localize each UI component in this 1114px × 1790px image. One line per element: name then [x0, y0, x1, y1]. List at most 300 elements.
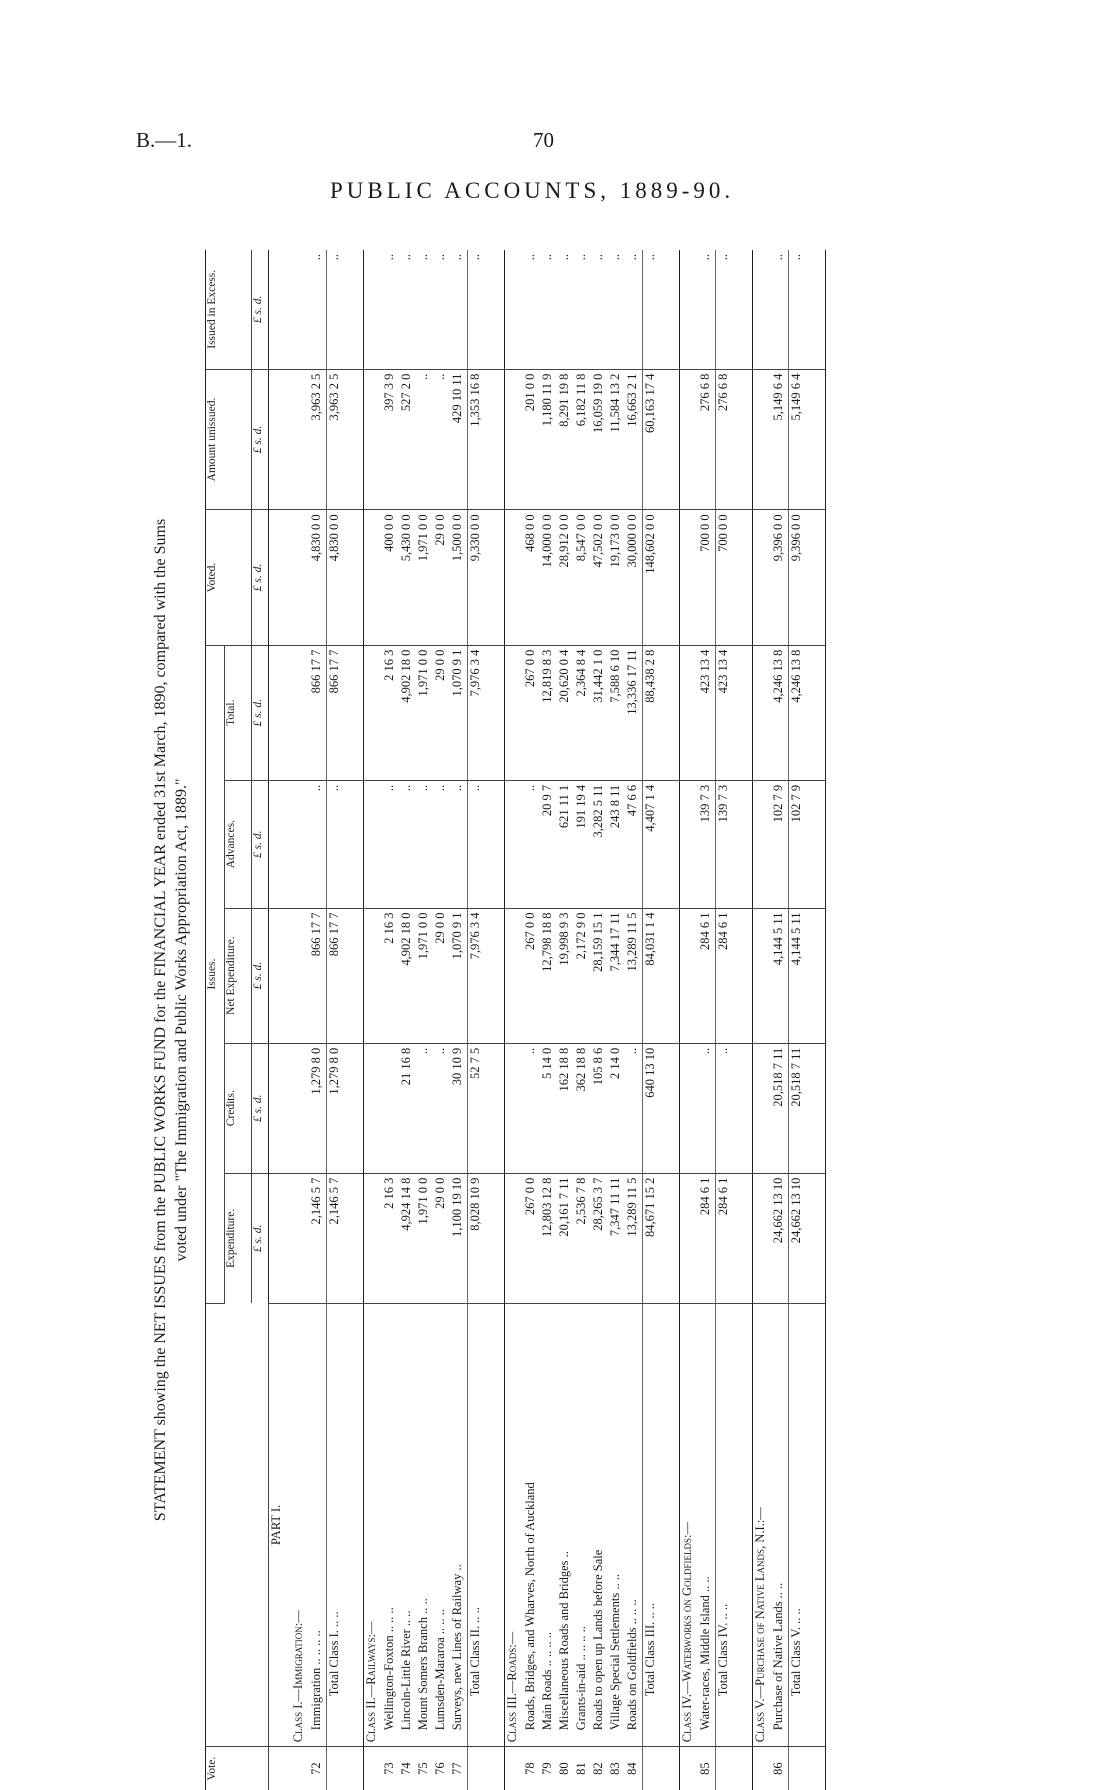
separator-cell	[349, 250, 364, 369]
empty-cell	[753, 780, 772, 908]
vote-number: 83	[608, 1762, 622, 1775]
credits-value: 162 18 8	[557, 1043, 574, 1173]
excess-value: ..	[540, 250, 557, 369]
excess-value: ..	[698, 250, 716, 369]
advances-value: 3,282 5 11	[591, 780, 608, 908]
class-title: Class V.—Purchase of Native Lands, N.I.:—	[753, 1303, 772, 1747]
total-total: 866 17 7	[327, 645, 350, 780]
total-value: 7,588 6 10	[608, 645, 625, 780]
advances-total: 102 7 9	[789, 780, 812, 908]
net-expenditure-value: 12,798 18 8	[540, 908, 557, 1043]
col-net-expenditure: Net Expenditure.	[225, 908, 252, 1043]
separator-cell	[349, 1747, 364, 1790]
net-expenditure-value: 4,902 18 0	[399, 908, 416, 1043]
empty-cell	[364, 1043, 383, 1173]
item-description: Lincoln-Little River .. ..	[399, 1303, 416, 1747]
unissued-total: 276 6 8	[716, 369, 739, 510]
credits-total: 20,518 7 11	[789, 1043, 812, 1173]
advances-value: 621 11 1	[557, 780, 574, 908]
voted-value: 8,547 0 0	[574, 510, 591, 645]
separator-cell	[738, 1747, 753, 1790]
vote-number: 85	[698, 1762, 712, 1775]
total-value: 4,902 18 0	[399, 645, 416, 780]
table-row	[591, 250, 608, 1790]
total-value: 31,442 1 0	[591, 645, 608, 780]
unissued-total: 60,163 17 4	[643, 369, 666, 510]
class-title: Class I.—Immigration:—	[291, 1303, 309, 1747]
excess-total: ..	[327, 250, 350, 369]
net-expenditure-total: 7,976 3 4	[468, 908, 491, 1043]
separator-cell	[738, 645, 753, 780]
credits-total: 1,279 8 0	[327, 1043, 350, 1173]
page-number: 70	[533, 128, 554, 152]
total-value: 12,819 8 3	[540, 645, 557, 780]
excess-value: ..	[399, 250, 416, 369]
advances-total: 4,407 1 4	[643, 780, 666, 908]
empty-cell	[680, 1043, 699, 1173]
vote-cell	[680, 1747, 699, 1790]
unissued-value: 3,963 2 5	[309, 369, 327, 510]
credits-value: 21 16 8	[399, 1043, 416, 1173]
excess-total: ..	[468, 250, 491, 369]
class-total-row	[643, 250, 666, 1790]
credits-value: 362 18 8	[574, 1043, 591, 1173]
expenditure-total: 8,028 10 9	[468, 1173, 491, 1303]
class-separator	[811, 250, 826, 1790]
net-expenditure-total: 866 17 7	[327, 908, 350, 1043]
vote-number: 77	[450, 1762, 464, 1775]
separator-cell	[665, 250, 680, 369]
separator-cell	[738, 510, 753, 645]
total-value: 1,971 0 0	[416, 645, 433, 780]
vote-cell	[643, 1747, 666, 1790]
empty-cell	[753, 645, 772, 780]
class-total-row	[468, 250, 491, 1790]
separator-cell	[490, 1303, 505, 1747]
expenditure-value: 2,146 5 7	[309, 1173, 327, 1303]
table-row	[523, 250, 540, 1790]
credits-value: ..	[433, 1043, 450, 1173]
empty-cell	[680, 1173, 699, 1303]
voted-value: 28,912 0 0	[557, 510, 574, 645]
vote-number: 74	[399, 1762, 413, 1775]
advances-total: ..	[327, 780, 350, 908]
statement-heading	[150, 250, 192, 1790]
separator-cell	[490, 1747, 505, 1790]
total-value: 423 13 4	[698, 645, 716, 780]
total-value: 267 0 0	[523, 645, 540, 780]
credits-value: 20,518 7 11	[771, 1043, 789, 1173]
vote-cell	[789, 1747, 812, 1790]
net-expenditure-value: 28,159 15 1	[591, 908, 608, 1043]
class-total-label: Total Class II. .. ..	[468, 1303, 491, 1747]
table-row	[771, 250, 789, 1790]
separator-cell	[811, 1303, 826, 1747]
class-separator	[665, 250, 680, 1790]
credits-total: 640 13 10	[643, 1043, 666, 1173]
col-excess: Issued in Excess.	[206, 250, 252, 369]
separator-cell	[811, 510, 826, 645]
vote-number: 82	[591, 1762, 605, 1775]
unit-label: £ s. d.	[252, 645, 269, 780]
voted-value: 1,971 0 0	[416, 510, 433, 645]
unit-label: £ s. d.	[252, 369, 269, 510]
expenditure-value: 4,924 14 8	[399, 1173, 416, 1303]
separator-cell	[811, 1043, 826, 1173]
empty-cell	[753, 1043, 772, 1173]
item-description: Lumsden-Mararoa .. .. ..	[433, 1303, 450, 1747]
voted-value: 9,396 0 0	[771, 510, 789, 645]
separator-cell	[665, 510, 680, 645]
unissued-total: 1,353 16 8	[468, 369, 491, 510]
separator-cell	[665, 780, 680, 908]
class-title-row	[291, 250, 309, 1790]
voted-total: 148,602 0 0	[643, 510, 666, 645]
excess-value: ..	[382, 250, 399, 369]
rotated-statement	[150, 250, 980, 1790]
empty-cell	[505, 908, 524, 1043]
net-expenditure-value: 1,971 0 0	[416, 908, 433, 1043]
unit-label: £ s. d.	[252, 908, 269, 1043]
separator-cell	[349, 1303, 364, 1747]
excess-total: ..	[789, 250, 812, 369]
item-description: Wellington-Foxton .. .. ..	[382, 1303, 399, 1747]
empty-cell	[291, 645, 309, 780]
col-unissued: Amount unissued.	[206, 369, 252, 510]
unissued-value: 397 3 9	[382, 369, 399, 510]
empty-cell	[364, 780, 383, 908]
credits-value	[382, 1043, 399, 1173]
credits-total: 52 7 5	[468, 1043, 491, 1173]
voted-value: 400 0 0	[382, 510, 399, 645]
item-description: Roads on Goldfields .. .. ..	[625, 1303, 643, 1747]
expenditure-value: 29 0 0	[433, 1173, 450, 1303]
item-description: Miscellaneous Roads and Bridges ..	[557, 1303, 574, 1747]
class-title: Class II.—Railways:—	[364, 1303, 383, 1747]
class-title-row	[364, 250, 383, 1790]
table-row	[625, 250, 643, 1790]
class-total-label: Total Class V. .. ..	[789, 1303, 812, 1747]
page-ref: B.—1.	[136, 128, 193, 152]
vote-number: 80	[557, 1762, 571, 1775]
expenditure-value: 28,265 3 7	[591, 1173, 608, 1303]
separator-cell	[811, 1747, 826, 1790]
class-title: Class III.—Roads:—	[505, 1303, 524, 1747]
separator-cell	[349, 908, 364, 1043]
class-total-row	[716, 250, 739, 1790]
unissued-value: 16,059 19 0	[591, 369, 608, 510]
separator-cell	[665, 369, 680, 510]
total-value: 20,620 0 4	[557, 645, 574, 780]
empty-cell	[753, 369, 772, 510]
unissued-value: 429 10 11	[450, 369, 468, 510]
empty-cell	[680, 645, 699, 780]
excess-value: ..	[416, 250, 433, 369]
vote-number: 73	[382, 1762, 396, 1775]
col-description	[206, 1303, 269, 1747]
expenditure-value: 12,803 12 8	[540, 1173, 557, 1303]
unissued-value: 276 6 8	[698, 369, 716, 510]
voted-value: 1,500 0 0	[450, 510, 468, 645]
expenditure-value: 7,347 11 11	[608, 1173, 625, 1303]
empty-cell	[753, 510, 772, 645]
separator-cell	[490, 510, 505, 645]
unissued-value: 1,180 11 9	[540, 369, 557, 510]
vote-cell	[327, 1747, 350, 1790]
table-row	[698, 250, 716, 1790]
table-row	[450, 250, 468, 1790]
page-title: PUBLIC ACCOUNTS, 1889-90.	[330, 178, 735, 203]
empty-cell	[291, 780, 309, 908]
class-title: Class IV.—Waterworks on Goldfields:—	[680, 1303, 699, 1747]
expenditure-value: 13,289 11 5	[625, 1173, 643, 1303]
table-row	[382, 250, 399, 1790]
unit-label: £ s. d.	[252, 780, 269, 908]
table-row	[540, 250, 557, 1790]
net-expenditure-value: 29 0 0	[433, 908, 450, 1043]
vote-number: 75	[416, 1762, 430, 1775]
item-description: Surveys, new Lines of Railway ..	[450, 1303, 468, 1747]
excess-value: ..	[450, 250, 468, 369]
vote-number: 81	[574, 1762, 588, 1775]
empty-cell	[505, 1173, 524, 1303]
total-value: 13,336 17 11	[625, 645, 643, 780]
advances-value: 191 19 4	[574, 780, 591, 908]
unissued-value: 8,291 19 8	[557, 369, 574, 510]
item-description: Roads, Bridges, and Wharves, North of Auckland	[523, 1303, 540, 1747]
empty-cell	[680, 780, 699, 908]
class-total-row	[327, 250, 350, 1790]
separator-cell	[665, 908, 680, 1043]
total-total: 7,976 3 4	[468, 645, 491, 780]
empty-cell	[291, 908, 309, 1043]
empty-cell	[753, 908, 772, 1043]
class-total-label: Total Class I. .. ..	[327, 1303, 350, 1747]
vote-cell	[468, 1747, 491, 1790]
empty-cell	[364, 250, 383, 369]
excess-total: ..	[716, 250, 739, 369]
separator-cell	[738, 908, 753, 1043]
separator-cell	[811, 1173, 826, 1303]
separator-cell	[738, 250, 753, 369]
net-expenditure-total: 284 6 1	[716, 908, 739, 1043]
excess-value: ..	[523, 250, 540, 369]
empty-cell	[753, 1173, 772, 1303]
net-expenditure-value: 4,144 5 11	[771, 908, 789, 1043]
class-separator	[738, 250, 753, 1790]
excess-value: ..	[557, 250, 574, 369]
expenditure-value: 284 6 1	[698, 1173, 716, 1303]
separator-cell	[490, 369, 505, 510]
credits-value: 5 14 0	[540, 1043, 557, 1173]
separator-cell	[811, 369, 826, 510]
expenditure-value: 267 0 0	[523, 1173, 540, 1303]
voted-value: 4,830 0 0	[309, 510, 327, 645]
unissued-value: ..	[416, 369, 433, 510]
advances-value: 102 7 9	[771, 780, 789, 908]
unissued-total: 5,149 6 4	[789, 369, 812, 510]
accounts-body	[269, 250, 826, 1790]
expenditure-value: 2 16 3	[382, 1173, 399, 1303]
expenditure-total: 24,662 13 10	[789, 1173, 812, 1303]
excess-value: ..	[625, 250, 643, 369]
separator-cell	[738, 1173, 753, 1303]
item-description: Mount Somers Branch .. ..	[416, 1303, 433, 1747]
net-expenditure-value: 1,070 9 1	[450, 908, 468, 1043]
separator-cell	[490, 780, 505, 908]
statement-line-2: voted under "The Immigration and Public Works Appropriation Act, 1889."	[173, 778, 190, 1262]
net-expenditure-value: 2 16 3	[382, 908, 399, 1043]
total-value: 2,364 8 4	[574, 645, 591, 780]
col-expenditure: Expenditure.	[225, 1173, 252, 1303]
empty-cell	[680, 510, 699, 645]
empty-cell	[505, 1043, 524, 1173]
net-expenditure-value: 7,344 17 11	[608, 908, 625, 1043]
credits-value: ..	[523, 1043, 540, 1173]
empty-cell	[364, 908, 383, 1043]
class-title-row	[680, 250, 699, 1790]
separator-cell	[490, 908, 505, 1043]
separator-cell	[738, 369, 753, 510]
voted-value: 30,000 0 0	[625, 510, 643, 645]
expenditure-total: 84,671 15 2	[643, 1173, 666, 1303]
empty-cell	[364, 369, 383, 510]
expenditure-value: 24,662 13 10	[771, 1173, 789, 1303]
vote-cell	[505, 1747, 524, 1790]
excess-value: ..	[771, 250, 789, 369]
separator-cell	[811, 780, 826, 908]
unissued-total: 3,963 2 5	[327, 369, 350, 510]
empty-cell	[505, 780, 524, 908]
advances-value: ..	[382, 780, 399, 908]
item-description: Immigration .. .. .. ..	[309, 1303, 327, 1747]
total-value: 1,070 9 1	[450, 645, 468, 780]
separator-cell	[665, 1747, 680, 1790]
class-total-label: Total Class III. .. ..	[643, 1303, 666, 1747]
vote-cell	[364, 1747, 383, 1790]
empty-cell	[505, 250, 524, 369]
total-total: 88,438 2 8	[643, 645, 666, 780]
total-total: 4,246 13 8	[789, 645, 812, 780]
advances-value: ..	[399, 780, 416, 908]
total-value: 4,246 13 8	[771, 645, 789, 780]
item-description: Main Roads .. .. .. ..	[540, 1303, 557, 1747]
empty-cell	[753, 250, 772, 369]
class-separator	[349, 250, 364, 1790]
separator-cell	[738, 780, 753, 908]
credits-total: ..	[716, 1043, 739, 1173]
unissued-value: 5,149 6 4	[771, 369, 789, 510]
credits-value: 105 8 6	[591, 1043, 608, 1173]
empty-cell	[364, 510, 383, 645]
unissued-value: 11,584 13 2	[608, 369, 625, 510]
expenditure-value: 1,100 19 10	[450, 1173, 468, 1303]
expenditure-total: 284 6 1	[716, 1173, 739, 1303]
separator-cell	[490, 645, 505, 780]
col-total: Total.	[225, 645, 252, 780]
table-row	[608, 250, 625, 1790]
voted-total: 9,330 0 0	[468, 510, 491, 645]
net-expenditure-value: 13,289 11 5	[625, 908, 643, 1043]
col-vote: Vote.	[206, 1747, 269, 1790]
table-row	[399, 250, 416, 1790]
empty-cell	[291, 510, 309, 645]
vote-number: 84	[625, 1762, 639, 1775]
voted-total: 4,830 0 0	[327, 510, 350, 645]
excess-value: ..	[574, 250, 591, 369]
separator-cell	[349, 1043, 364, 1173]
vote-number: 76	[433, 1762, 447, 1775]
total-total: 423 13 4	[716, 645, 739, 780]
separator-cell	[665, 645, 680, 780]
statement-line-1: STATEMENT showing the NET ISSUES from the PUBLIC WORKS FUND for the FINANCIAL YEAR ended 31st March, 1890, compared with the Sums	[152, 518, 169, 1522]
item-description: Water-races, Middle Island .. ..	[698, 1303, 716, 1747]
voted-value: 468 0 0	[523, 510, 540, 645]
item-description: Village Special Settlements .. ..	[608, 1303, 625, 1747]
advances-total: ..	[468, 780, 491, 908]
voted-total: 9,396 0 0	[789, 510, 812, 645]
unit-label: £ s. d.	[252, 1173, 269, 1303]
separator-cell	[738, 1043, 753, 1173]
voted-value: 5,430 0 0	[399, 510, 416, 645]
vote-number: 79	[540, 1762, 554, 1775]
vote-number: 86	[771, 1762, 785, 1775]
unissued-value: 201 0 0	[523, 369, 540, 510]
col-issues: Issues.	[206, 645, 225, 1303]
separator-cell	[665, 1043, 680, 1173]
vote-cell	[753, 1747, 772, 1790]
separator-cell	[811, 250, 826, 369]
separator-cell	[665, 1173, 680, 1303]
empty-cell	[505, 369, 524, 510]
advances-value: ..	[433, 780, 450, 908]
credits-value: ..	[698, 1043, 716, 1173]
separator-cell	[349, 645, 364, 780]
expenditure-value: 1,971 0 0	[416, 1173, 433, 1303]
excess-value: ..	[608, 250, 625, 369]
empty-cell	[505, 510, 524, 645]
expenditure-value: 20,161 7 11	[557, 1173, 574, 1303]
excess-value: ..	[309, 250, 327, 369]
table-row	[433, 250, 450, 1790]
table-row	[416, 250, 433, 1790]
separator-cell	[811, 908, 826, 1043]
net-expenditure-value: 267 0 0	[523, 908, 540, 1043]
unissued-value: 527 2 0	[399, 369, 416, 510]
separator-cell	[490, 1173, 505, 1303]
unissued-value: 16,663 2 1	[625, 369, 643, 510]
excess-total: ..	[643, 250, 666, 369]
voted-value: 29 0 0	[433, 510, 450, 645]
advances-value: ..	[416, 780, 433, 908]
part-title: PART I.	[269, 1303, 292, 1747]
separator-cell	[349, 369, 364, 510]
net-expenditure-value: 866 17 7	[309, 908, 327, 1043]
separator-cell	[349, 780, 364, 908]
accounts-table	[205, 250, 826, 1790]
unissued-value: ..	[433, 369, 450, 510]
credits-value: ..	[416, 1043, 433, 1173]
empty-cell	[680, 369, 699, 510]
empty-cell	[505, 645, 524, 780]
credits-value: 2 14 0	[608, 1043, 625, 1173]
separator-cell	[738, 1303, 753, 1747]
item-description: Purchase of Native Lands .. ..	[771, 1303, 789, 1747]
empty-cell	[291, 250, 309, 369]
total-value: 866 17 7	[309, 645, 327, 780]
empty-cell	[364, 1173, 383, 1303]
class-total-label: Total Class IV. .. ..	[716, 1303, 739, 1747]
